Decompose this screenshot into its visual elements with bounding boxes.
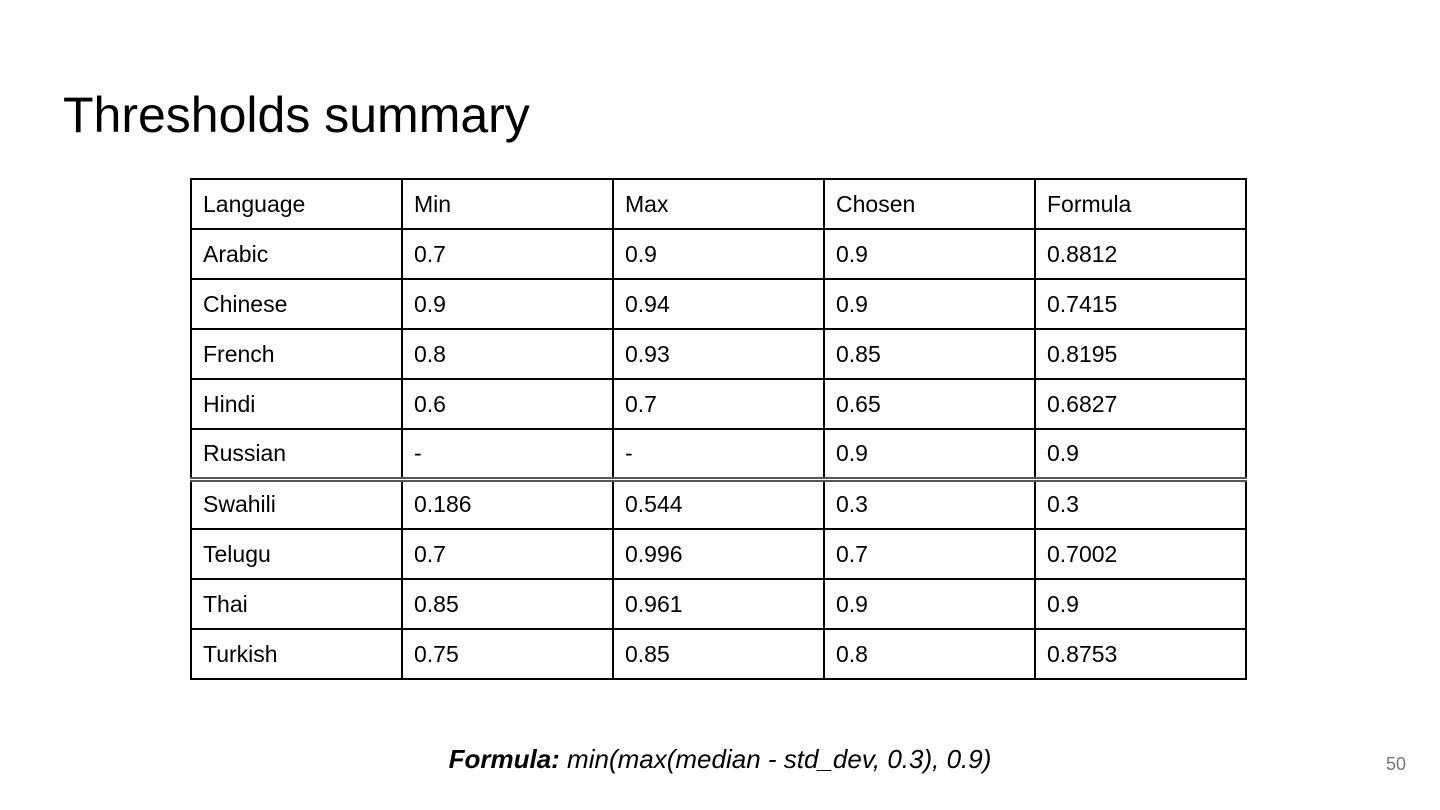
table-header-row	[191, 179, 1246, 229]
cell-max: 0.94	[613, 279, 824, 329]
cell-formula: 0.9	[1035, 579, 1246, 629]
table-row	[191, 329, 1246, 379]
cell-max: 0.544	[613, 479, 824, 529]
cell-chosen: 0.9	[824, 579, 1035, 629]
cell-chosen: 0.9	[824, 429, 1035, 479]
cell-max: 0.996	[613, 529, 824, 579]
cell-chosen: 0.85	[824, 329, 1035, 379]
cell-language: Arabic	[191, 229, 402, 279]
cell-min: 0.7	[402, 529, 613, 579]
cell-min: -	[402, 429, 613, 479]
page-number: 50	[1385, 754, 1406, 774]
header-language: Language	[191, 179, 402, 229]
header-min: Min	[402, 179, 613, 229]
table-row	[191, 229, 1246, 279]
cell-max: 0.9	[613, 229, 824, 279]
header-max: Max	[613, 179, 824, 229]
cell-min: 0.85	[402, 579, 613, 629]
slide-title: Thresholds summary	[63, 87, 530, 143]
cell-chosen: 0.65	[824, 379, 1035, 429]
cell-min: 0.186	[402, 479, 613, 529]
cell-language: Thai	[191, 579, 402, 629]
cell-language: Swahili	[191, 479, 402, 529]
table-row	[191, 529, 1246, 579]
table-row	[191, 479, 1246, 529]
cell-chosen: 0.9	[824, 229, 1035, 279]
cell-language: Telugu	[191, 529, 402, 579]
cell-max: 0.961	[613, 579, 824, 629]
table-row	[191, 629, 1246, 679]
cell-min: 0.9	[402, 279, 613, 329]
cell-language: Chinese	[191, 279, 402, 329]
cell-formula: 0.8812	[1035, 229, 1246, 279]
cell-formula: 0.6827	[1035, 379, 1246, 429]
cell-max: 0.93	[613, 329, 824, 379]
cell-formula: 0.3	[1035, 479, 1246, 529]
cell-language: Russian	[191, 429, 402, 479]
cell-min: 0.8	[402, 329, 613, 379]
formula-caption-text: min(max(median - std_dev, 0.3), 0.9)	[559, 744, 992, 774]
table-row	[191, 429, 1246, 479]
cell-chosen: 0.9	[824, 279, 1035, 329]
header-formula: Formula	[1035, 179, 1246, 229]
cell-formula: 0.9	[1035, 429, 1246, 479]
cell-max: -	[613, 429, 824, 479]
table-row	[191, 379, 1246, 429]
table-row	[191, 279, 1246, 329]
cell-language: French	[191, 329, 402, 379]
cell-formula: 0.7002	[1035, 529, 1246, 579]
cell-chosen: 0.3	[824, 479, 1035, 529]
header-chosen: Chosen	[824, 179, 1035, 229]
cell-chosen: 0.7	[824, 529, 1035, 579]
cell-max: 0.85	[613, 629, 824, 679]
formula-caption-label: Formula:	[448, 744, 560, 774]
cell-max: 0.7	[613, 379, 824, 429]
table-body	[191, 179, 1246, 679]
cell-language: Turkish	[191, 629, 402, 679]
cell-formula: 0.8195	[1035, 329, 1246, 379]
cell-chosen: 0.8	[824, 629, 1035, 679]
cell-formula: 0.7415	[1035, 279, 1246, 329]
table-row	[191, 579, 1246, 629]
thresholds-table	[190, 178, 1247, 680]
cell-language: Hindi	[191, 379, 402, 429]
cell-min: 0.75	[402, 629, 613, 679]
cell-formula: 0.8753	[1035, 629, 1246, 679]
formula-caption	[0, 741, 1440, 777]
cell-min: 0.6	[402, 379, 613, 429]
cell-min: 0.7	[402, 229, 613, 279]
